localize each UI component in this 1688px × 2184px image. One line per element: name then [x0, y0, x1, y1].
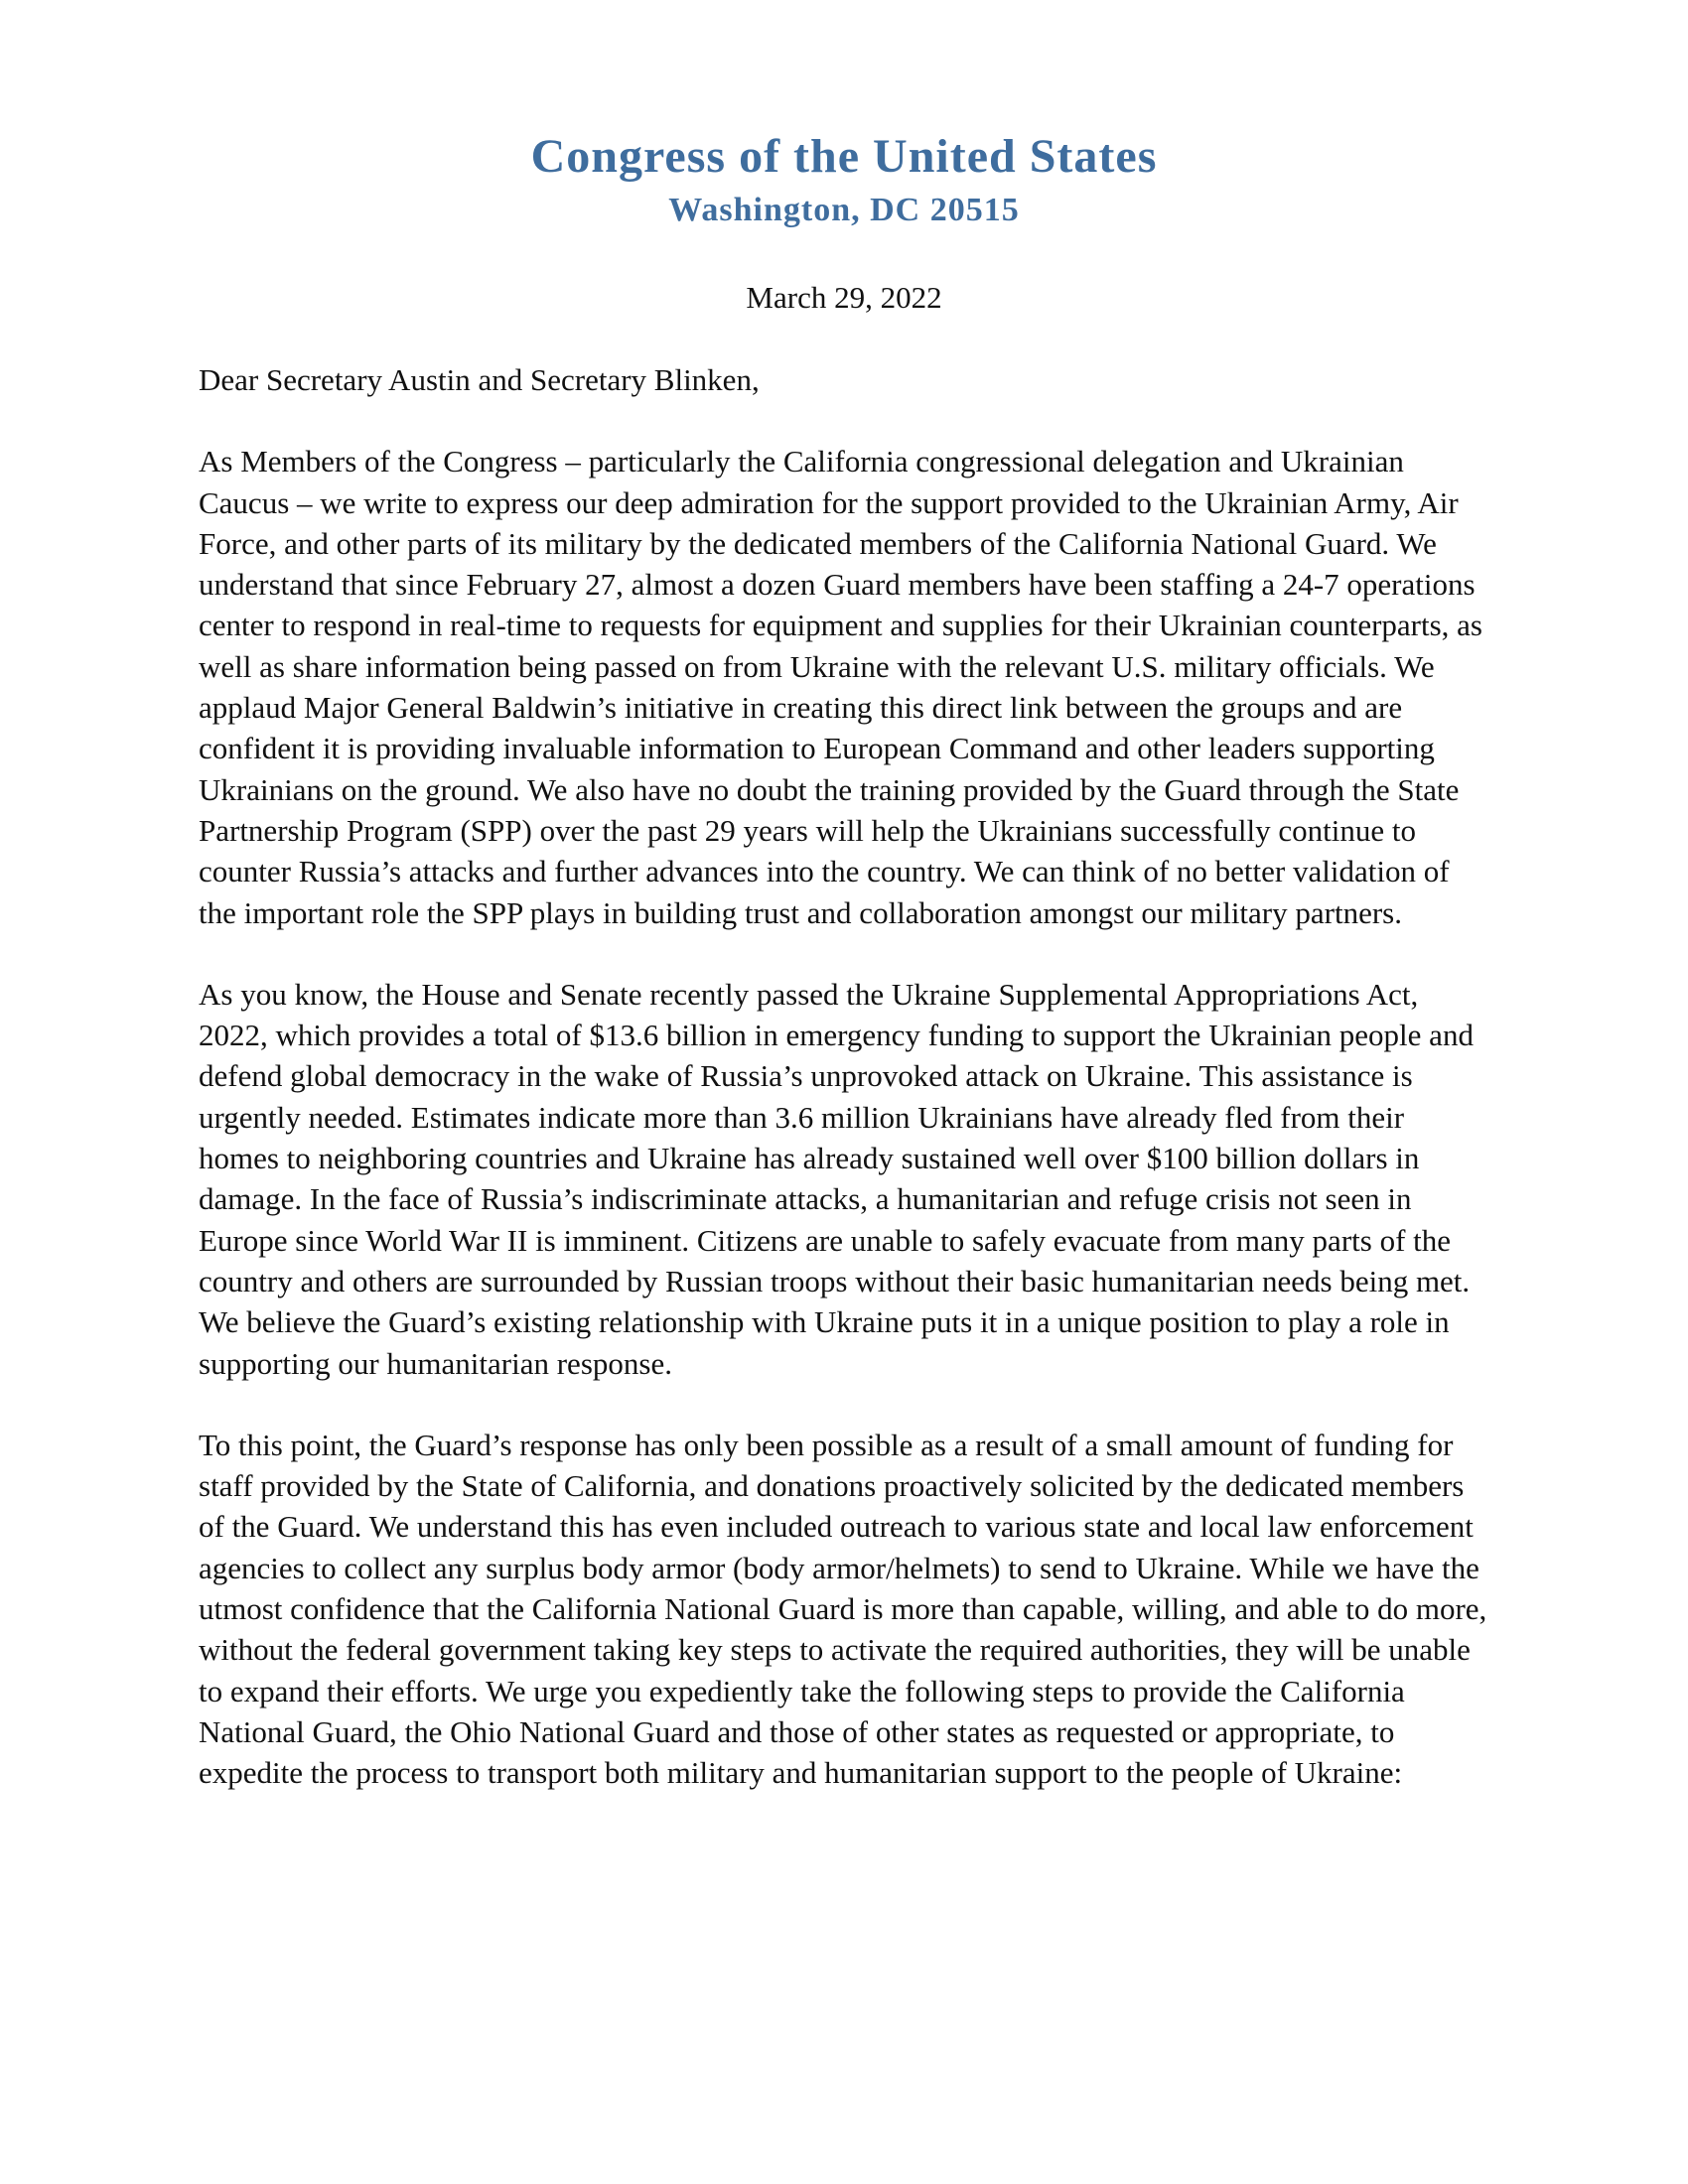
paragraph-2: As you know, the House and Senate recently passed the Ukraine Supplemental Appropriations Act, 2022, which provides a total of $13.6 billion in emergency funding to support the Ukrainian people and defend global democracy in the wake of Russia’s unprovoked attack on Ukraine. This assistance is urgently needed. Estimates indicate more than 3.6 million Ukrainians have already fled from their homes to neighboring countries and Ukraine has already sustained well over $100 billion dollars in damage. In the face of Russia’s indiscriminate attacks, a humanitarian and refuge crisis not seen in Europe since World War II is imminent. Citizens are unable to safely evacuate from many parts of the country and others are surrounded by Russian troops without their basic humanitarian needs being met. We believe the Guard’s existing relationship with Ukraine puts it in a unique position to play a role in supporting our humanitarian response.	[199, 976, 1474, 1381]
letter-date: March 29, 2022	[746, 280, 942, 315]
letterhead	[0, 127, 1688, 232]
letterhead-address: Washington, DC 20515	[668, 192, 1020, 228]
paragraph-1: As Members of the Congress – particularly the California congressional delegation and Ukrainian Caucus – we write to express our deep admiration for the support provided to the Ukrainian Army, Air Force, and other parts of its military by the dedicated members of the California National Guard. We understand that since February 27, almost a dozen Guard members have been staffing a 24-7 operations center to respond in real-time to requests for equipment and supplies for their Ukrainian counterparts, as well as share information being passed on from Ukraine with the relevant U.S. military officials. We applaud Major General Baldwin’s initiative in creating this direct link between the groups and are confident it is providing invaluable information to European Command and other leaders supporting Ukrainians on the ground. We also have no doubt the training provided by the Guard through the State Partnership Program (SPP) over the past 29 years will help the Ukrainians successfully continue to counter Russia’s attacks and further advances into the country. We can think of no better validation of the important role the SPP plays in building trust and collaboration amongst our military partners.	[199, 444, 1482, 930]
letter-body	[199, 359, 1489, 1835]
letterhead-title: Congress of the United States	[530, 130, 1158, 183]
paragraph-3: To this point, the Guard’s response has only been possible as a result of a small amount of funding for staff provided by the State of California, and donations proactively solicited by the dedicated members of the Guard. We understand this has even included outreach to various state and local law enforcement agencies to collect any surplus body armor (body armor/helmets) to send to Ukraine. While we have the utmost confidence that the California National Guard is more than capable, willing, and able to do more, without the federal government taking key steps to activate the required authorities, they will be unable to expand their efforts. We urge you expediently take the following steps to provide the California National Guard, the Ohio National Guard and those of other states as requested or appropriate, to expedite the process to transport both military and humanitarian support to the people of Ukraine:	[199, 1427, 1487, 1791]
salutation: Dear Secretary Austin and Secretary Blinken,	[199, 362, 760, 397]
